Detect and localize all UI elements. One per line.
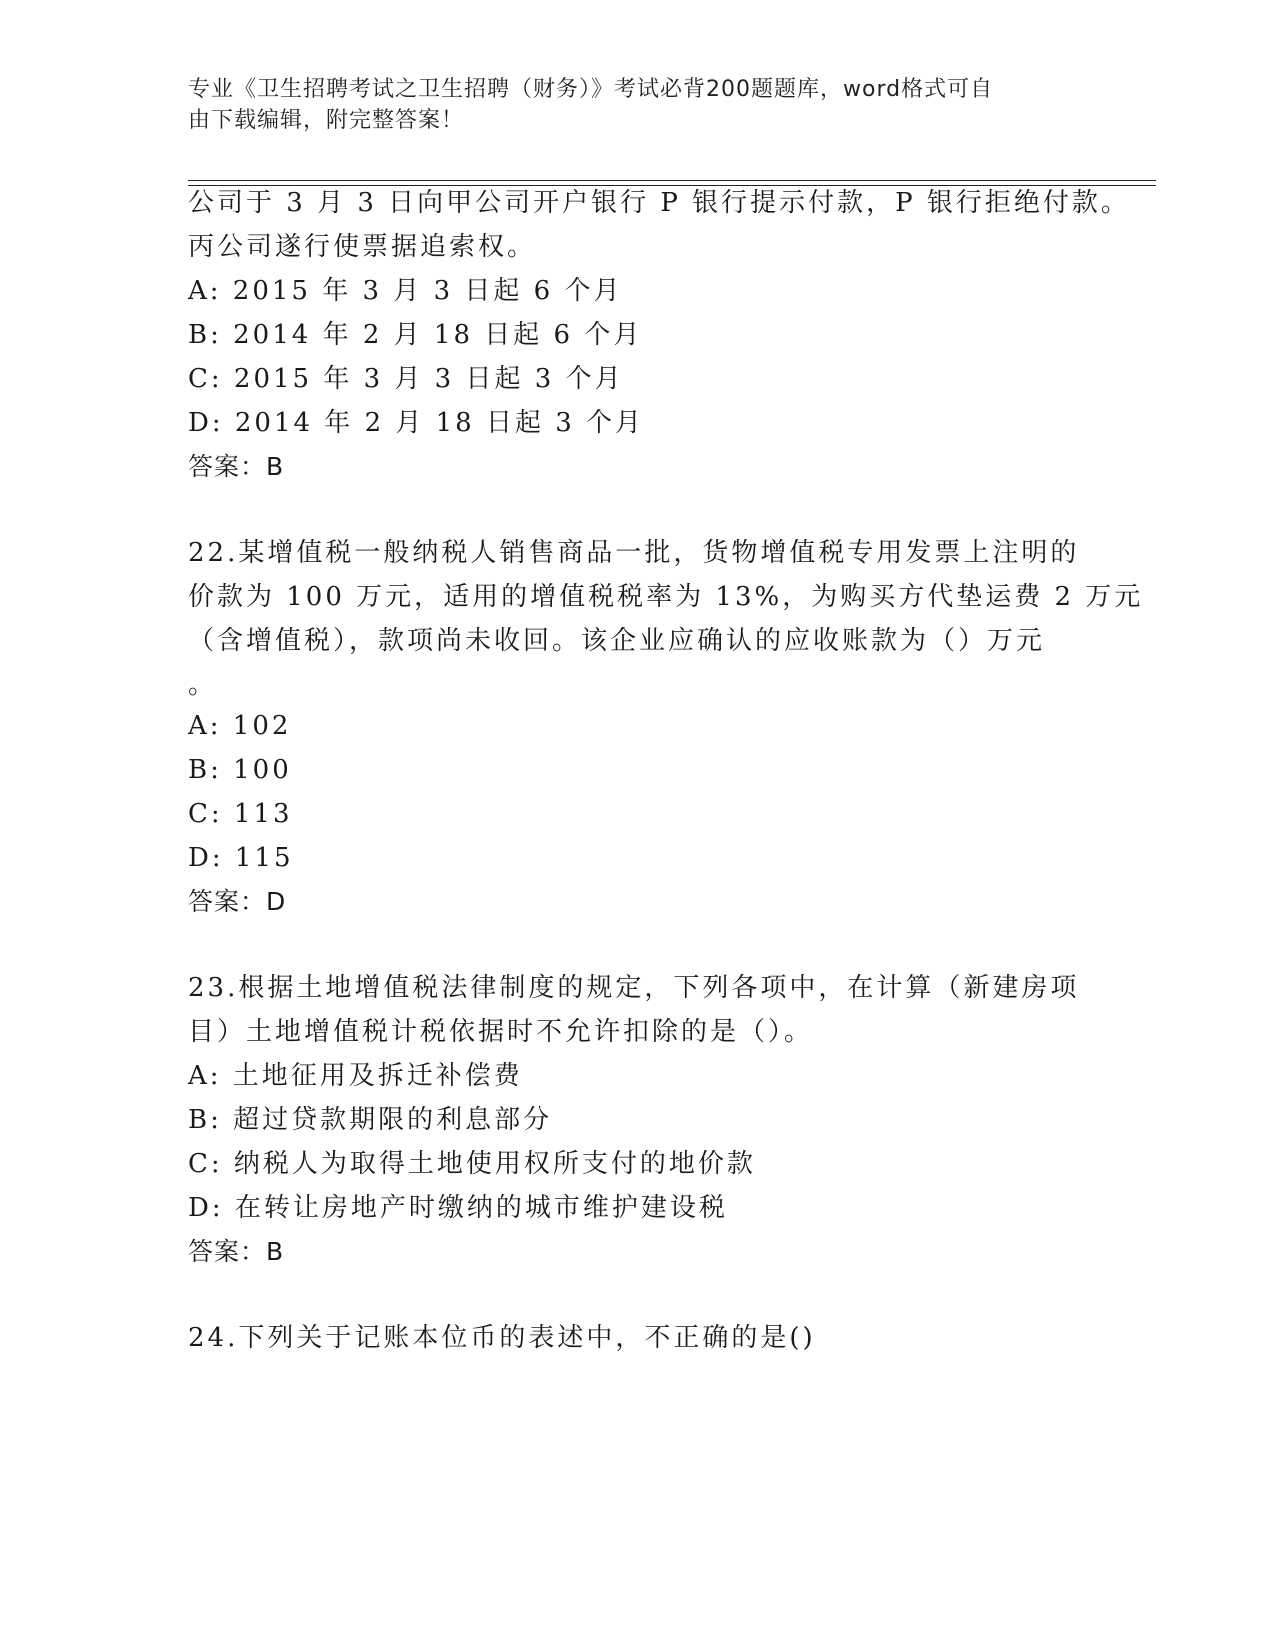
- q22-stem-line-3: （含增值税），款项尚未收回。该企业应确认的应收账款为（）万元: [188, 626, 1046, 656]
- q21-stem-line-1: 公司于 3 月 3 日向甲公司开户银行 P 银行提示付款，P 银行拒绝付款。: [188, 188, 1130, 218]
- q23-option-c: C: 纳税人为取得土地使用权所支付的地价款: [188, 1149, 756, 1179]
- q22-option-c: C: 113: [188, 799, 293, 829]
- q23-option-d: D: 在转让房地产时缴纳的城市维护建设税: [188, 1193, 728, 1223]
- q21-stem-line-2: 丙公司遂行使票据追索权。: [188, 232, 537, 262]
- q22-option-d: D: 115: [188, 843, 294, 873]
- document-header: [188, 74, 1088, 136]
- q22-stem-line-2: 价款为 100 万元，适用的增值税税率为 13%，为购买方代垫运费 2 万元: [188, 582, 1144, 612]
- q23-stem-line-2: 目）土地增值税计税依据时不允许扣除的是（）。: [188, 1017, 814, 1047]
- q22-stem-line-4: 。: [188, 670, 218, 700]
- header-line-2: 由下载编辑，附完整答案！: [188, 108, 465, 133]
- q22-option-a: A: 102: [188, 711, 292, 741]
- q23-option-a: A: 土地征用及拆迁补偿费: [188, 1061, 523, 1091]
- q22-stem-line-1: 22.某增值税一般纳税人销售商品一批，货物增值税专用发票上注明的: [188, 538, 1080, 568]
- q21-answer: 答案：B: [188, 452, 285, 481]
- q23-stem-line-1: 23.根据土地增值税法律制度的规定，下列各项中，在计算（新建房项: [188, 973, 1080, 1003]
- q24-stem-line-1: 24.下列关于记账本位币的表述中，不正确的是(): [188, 1323, 816, 1353]
- q21-option-b: B: 2014 年 2 月 18 日起 6 个月: [188, 320, 643, 350]
- q22-option-b: B: 100: [188, 755, 292, 785]
- q23-answer: 答案：B: [188, 1237, 285, 1266]
- q21-option-c: C: 2015 年 3 月 3 日起 3 个月: [188, 364, 624, 394]
- header-divider-top: [188, 180, 1156, 181]
- header-line-1: 专业《卫生招聘考试之卫生招聘（财务）》考试必背200题题库，word格式可自: [188, 77, 994, 102]
- q22-answer: 答案：D: [188, 887, 287, 916]
- q23-option-b: B: 超过贷款期限的利息部分: [188, 1105, 553, 1135]
- q21-option-a: A: 2015 年 3 月 3 日起 6 个月: [188, 276, 623, 306]
- q21-option-d: D: 2014 年 2 月 18 日起 3 个月: [188, 408, 645, 438]
- header-divider-bottom: [188, 185, 1156, 186]
